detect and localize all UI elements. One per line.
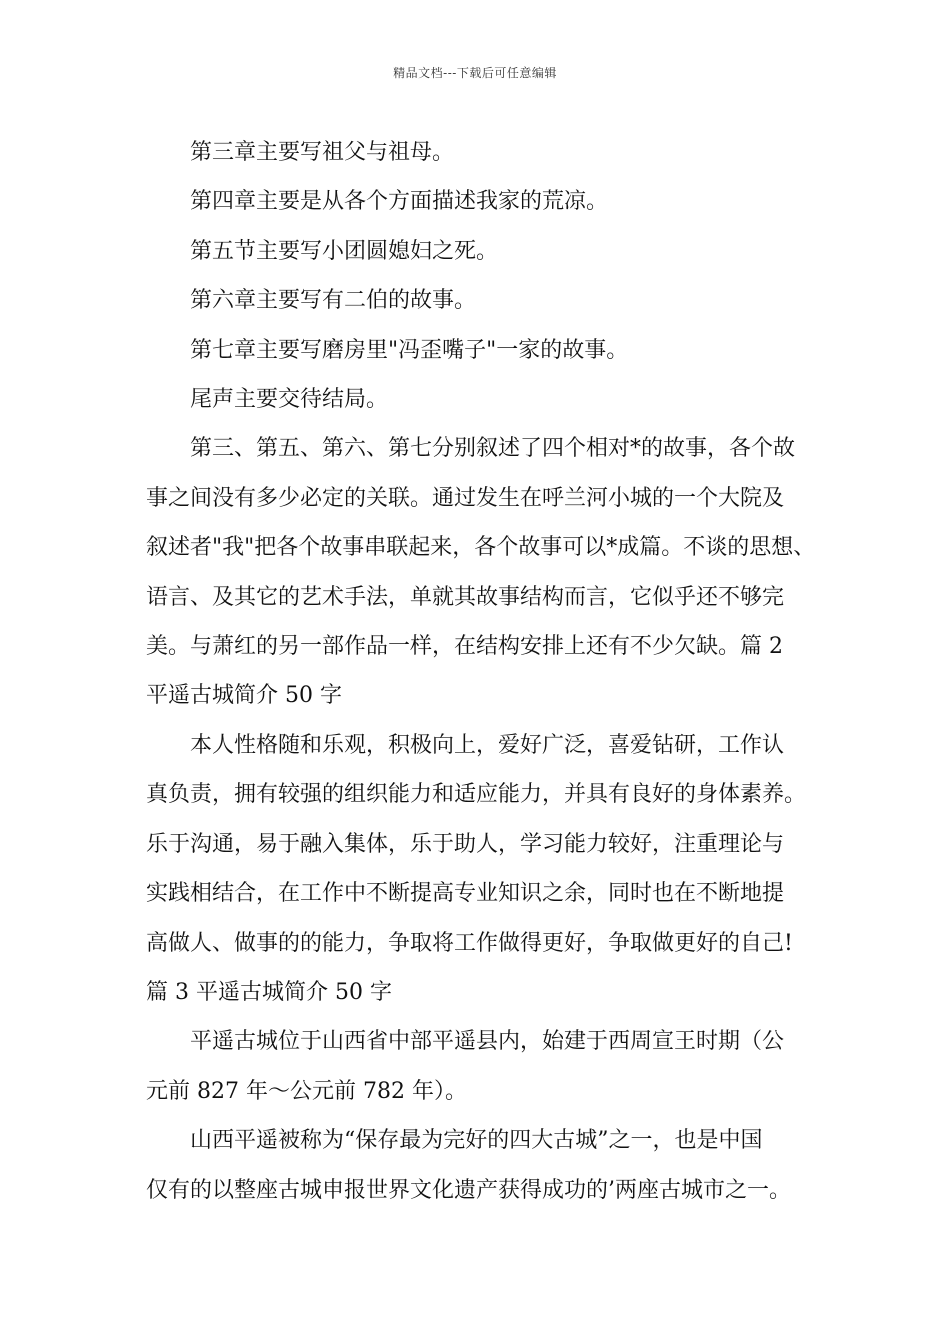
- text-line: 仅有的以整座古城申报世界文化遗产获得成功的’两座古城市之一。: [146, 1177, 791, 1203]
- paragraph: [146, 1116, 814, 1215]
- text-line: 叙述者"我"把各个故事串联起来，各个故事可以*成篇。不谈的思想、: [146, 535, 816, 561]
- paragraph: [146, 128, 814, 177]
- text-line: 第四章主要是从各个方面描述我家的荒凉。: [190, 189, 609, 215]
- text-line: 篇 3 平遥古城简介 50 字: [146, 979, 392, 1005]
- text-line: 平遥古城简介 50 字: [146, 683, 342, 709]
- paragraph: [146, 227, 814, 276]
- text-line: 真负责，拥有较强的组织能力和适应能力，并具有良好的身体素养。: [146, 782, 807, 808]
- text-line: 第七章主要写磨房里"冯歪嘴子"一家的故事。: [190, 337, 629, 363]
- text-line: 平遥古城位于山西省中部平遥县内，始建于西周宣王时期（公: [190, 1029, 785, 1055]
- text-line: 本人性格随和乐观，积极向上，爱好广泛，喜爱钻研，工作认: [190, 732, 785, 758]
- text-line: 元前 827 年～公元前 782 年）。: [146, 1078, 467, 1104]
- paragraph: [146, 721, 814, 1017]
- text-line: 美。与萧红的另一部作品一样，在结构安排上还有不少欠缺。篇 2: [146, 634, 783, 660]
- text-line: 高做人、做事的的能力，争取将工作做得更好，争取做更好的自己!: [146, 930, 793, 956]
- text-line: 事之间没有多少必定的关联。通过发生在呼兰河小城的一个大院及: [146, 485, 785, 511]
- text-line: 乐于沟通，易于融入集体，乐于助人，学习能力较好，注重理论与: [146, 831, 785, 857]
- page-header: 精品文档---下载后可任意编辑: [393, 66, 557, 80]
- text-line: 语言、及其它的艺术手法，单就其故事结构而言，它似乎还不够完: [146, 584, 785, 610]
- paragraph: [146, 424, 814, 720]
- paragraph: [146, 276, 814, 325]
- paragraph: [146, 326, 814, 375]
- text-line: 尾声主要交待结局。: [190, 387, 389, 413]
- paragraph: [146, 1017, 814, 1116]
- text-line: 实践相结合，在工作中不断提高专业知识之余，同时也在不断地提: [146, 881, 785, 907]
- text-line: 山西平遥被称为“保存最为完好的四大古城”之一，也是中国: [190, 1128, 763, 1154]
- paragraph: [146, 177, 814, 226]
- text-line: 第三章主要写祖父与祖母。: [190, 140, 455, 165]
- paragraph: [146, 375, 814, 424]
- document-body: [146, 128, 814, 1215]
- text-line: 第三、第五、第六、第七分别叙述了四个相对*的故事，各个故: [190, 436, 796, 462]
- text-line: 第五节主要写小团圆媳妇之死。: [190, 238, 499, 264]
- text-line: 第六章主要写有二伯的故事。: [190, 288, 477, 314]
